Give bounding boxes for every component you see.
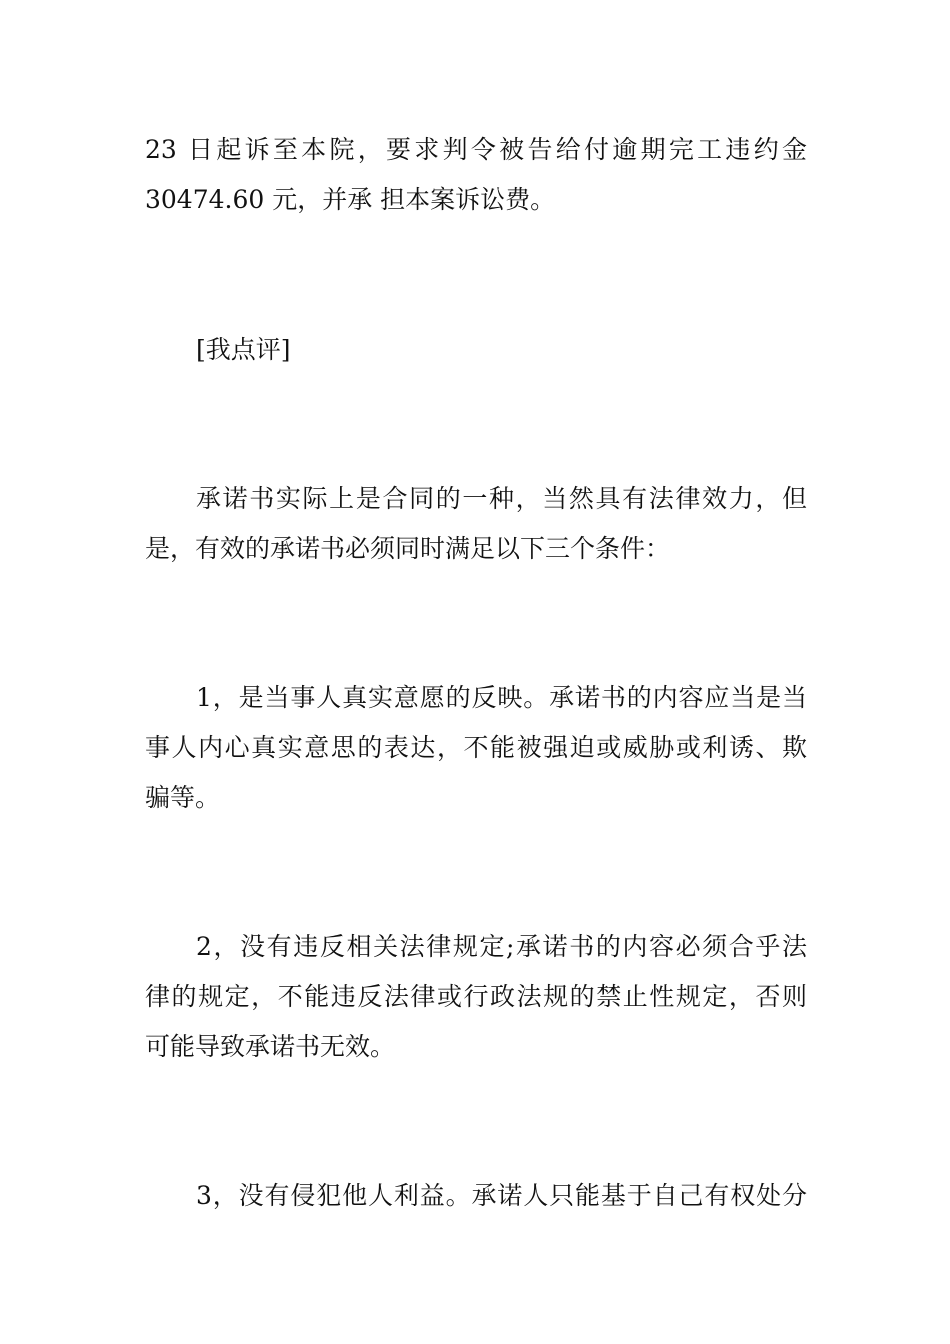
list-item-1-line-2: 事人内心真实意思的表达，不能被强迫或威胁或利诱、欺 xyxy=(145,733,807,762)
list-item-1-line-3: 骗等。 xyxy=(145,783,221,812)
list-item-3-line-1: 3，没有侵犯他人利益。承诺人只能基于自己有权处分 xyxy=(196,1181,807,1210)
paragraph-line-3: 承诺书实际上是合同的一种，当然具有法律效力，但 xyxy=(196,484,807,513)
list-item-2-line-1: 2，没有违反相关法律规定;承诺书的内容必须合乎法 xyxy=(196,932,807,961)
paragraph-line-2: 30474.60 元，并承 担本案诉讼费。 xyxy=(145,185,556,214)
paragraph-line-4: 是，有效的承诺书必须同时满足以下三个条件： xyxy=(145,534,671,563)
list-item-1-line-1: 1，是当事人真实意愿的反映。承诺书的内容应当是当 xyxy=(196,683,807,712)
section-heading: [我点评] xyxy=(196,335,291,364)
paragraph-line-1: 23 日起诉至本院，要求判令被告给付逾期完工违约金 xyxy=(145,135,807,164)
list-item-2-line-3: 可能导致承诺书无效。 xyxy=(145,1032,396,1061)
list-item-2-line-2: 律的规定，不能违反法律或行政法规的禁止性规定，否则 xyxy=(145,982,807,1011)
